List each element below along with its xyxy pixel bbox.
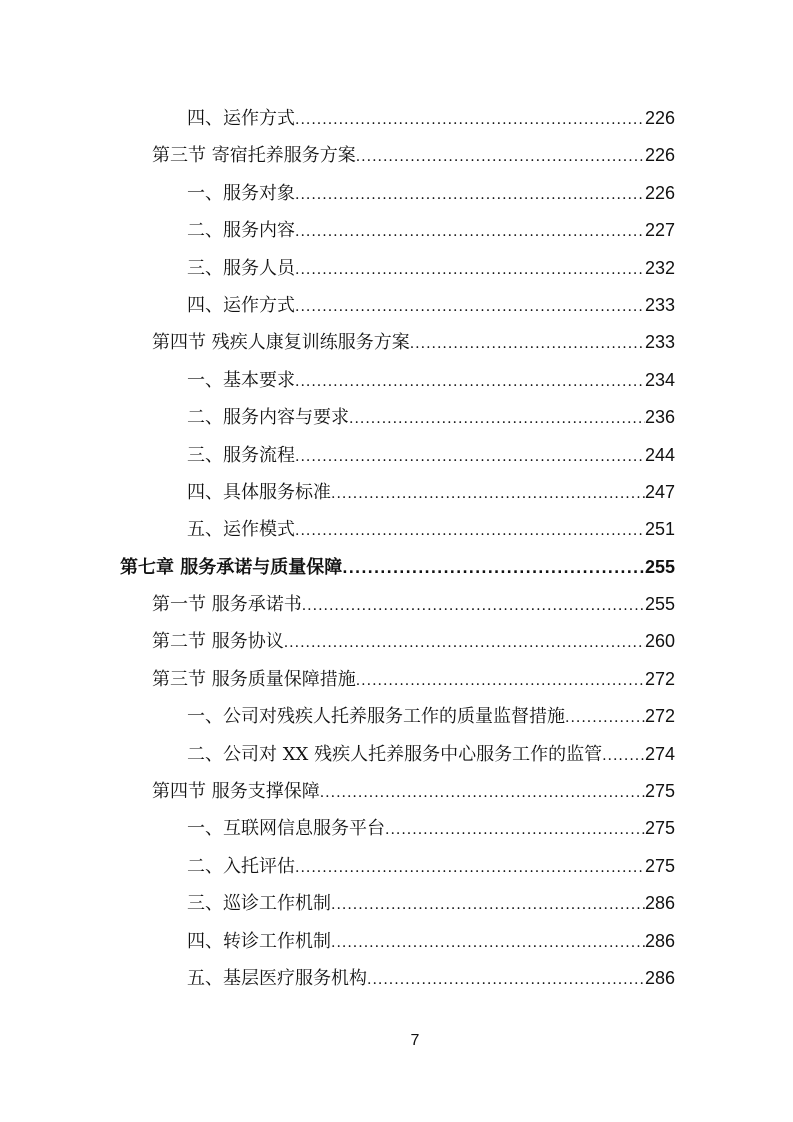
toc-item-entry[interactable] — [187, 362, 675, 399]
toc-entry-page: 255 — [644, 594, 675, 615]
toc-entry-page: 275 — [644, 781, 675, 802]
toc-entry-label: 五、基层医疗服务机构 — [187, 967, 367, 989]
dot-leader — [331, 925, 645, 962]
dot-leader — [356, 139, 645, 176]
toc-entry-page: 251 — [644, 519, 675, 540]
toc-section-entry[interactable] — [152, 773, 675, 810]
toc-section-entry[interactable] — [152, 324, 675, 361]
dot-leader — [602, 738, 645, 775]
dot-leader — [331, 887, 645, 924]
toc-entry-page: 275 — [644, 855, 675, 876]
toc-item-entry[interactable] — [187, 511, 675, 548]
toc-entry-page: 255 — [644, 556, 675, 577]
dot-leader — [295, 513, 645, 550]
dot-leader — [410, 326, 645, 363]
dot-leader — [320, 775, 645, 812]
dot-leader — [565, 700, 645, 737]
toc-entry-label: 三、服务流程 — [187, 444, 295, 466]
toc-item-entry[interactable] — [187, 250, 675, 287]
toc-entry-page: 286 — [644, 967, 675, 988]
toc-entry-page: 274 — [644, 743, 675, 764]
toc-entry-label: 第二节 服务协议 — [152, 631, 284, 653]
toc-item-entry[interactable] — [187, 885, 675, 922]
toc-entry-page: 272 — [644, 706, 675, 727]
toc-item-entry[interactable] — [187, 810, 675, 847]
dot-leader — [302, 588, 645, 625]
toc-item-entry[interactable] — [187, 399, 675, 436]
toc-entry-page: 234 — [644, 369, 675, 390]
dot-leader — [331, 476, 645, 513]
toc-entry-page: 227 — [644, 220, 675, 241]
toc-entry-label: 二、入托评估 — [187, 855, 295, 877]
toc-entry-page: 275 — [644, 818, 675, 839]
toc-entry-label: 一、公司对残疾人托养服务工作的质量监督措施 — [187, 706, 565, 728]
toc-entry-label: 二、服务内容与要求 — [187, 407, 349, 429]
toc-entry-label: 二、公司对 XX 残疾人托养服务中心服务工作的监管 — [187, 743, 603, 765]
toc-entry-label: 四、转诊工作机制 — [187, 930, 331, 952]
toc-section-entry[interactable] — [152, 661, 675, 698]
toc-entry-label: 一、服务对象 — [187, 182, 295, 204]
dot-leader — [295, 439, 645, 476]
toc-entry-label: 三、服务人员 — [187, 257, 295, 279]
toc-item-entry[interactable] — [187, 100, 675, 137]
dot-leader — [295, 214, 645, 251]
dot-leader — [385, 812, 645, 849]
dot-leader — [342, 551, 645, 588]
toc-entry-page: 226 — [644, 145, 675, 166]
toc-entry-page: 233 — [644, 332, 675, 353]
toc-entry-page: 272 — [644, 668, 675, 689]
toc-entry-label: 五、运作模式 — [187, 519, 295, 541]
toc-entry-label: 四、运作方式 — [187, 108, 295, 129]
toc-entry-label: 四、运作方式 — [187, 294, 295, 316]
toc-item-entry[interactable] — [187, 736, 675, 773]
toc-entry-label: 一、互联网信息服务平台 — [187, 818, 385, 840]
dot-leader — [295, 850, 645, 887]
toc-entry-page: 286 — [644, 930, 675, 951]
toc-item-entry[interactable] — [187, 287, 675, 324]
toc-entry-label: 第四节 服务支撑保障 — [152, 781, 320, 803]
toc-entry-page: 233 — [644, 294, 675, 315]
toc-entry-page: 232 — [644, 257, 675, 278]
dot-leader — [295, 364, 645, 401]
toc-item-entry[interactable] — [187, 212, 675, 249]
dot-leader — [295, 289, 645, 326]
toc-entry-page: 260 — [644, 631, 675, 652]
toc-entry-page: 226 — [644, 108, 675, 128]
table-of-contents — [0, 100, 793, 997]
toc-item-entry[interactable] — [187, 175, 675, 212]
toc-entry-page: 244 — [644, 444, 675, 465]
dot-leader — [284, 625, 645, 662]
dot-leader — [295, 252, 645, 289]
toc-item-entry[interactable] — [187, 960, 675, 997]
dot-leader — [356, 663, 645, 700]
toc-entry-label: 二、服务内容 — [187, 220, 295, 242]
toc-item-entry[interactable] — [187, 474, 675, 511]
toc-item-entry[interactable] — [187, 923, 675, 960]
toc-entry-label: 一、基本要求 — [187, 369, 295, 391]
toc-section-entry[interactable] — [152, 137, 675, 174]
toc-entry-label: 第三节 服务质量保障措施 — [152, 668, 356, 690]
toc-item-entry[interactable] — [187, 698, 675, 735]
dot-leader — [295, 177, 645, 214]
toc-entry-label: 三、巡诊工作机制 — [187, 893, 331, 915]
toc-entry-page: 236 — [644, 407, 675, 428]
page-number: 7 — [410, 1032, 420, 1049]
toc-entry-page: 286 — [644, 893, 675, 914]
toc-entry-page: 226 — [644, 182, 675, 203]
toc-chapter-entry[interactable] — [120, 549, 675, 586]
toc-item-entry[interactable] — [187, 848, 675, 885]
toc-section-entry[interactable] — [152, 623, 675, 660]
dot-leader — [367, 962, 645, 999]
toc-entry-label: 第七章 服务承诺与质量保障 — [120, 556, 343, 578]
toc-entry-label: 第三节 寄宿托养服务方案 — [152, 145, 356, 167]
toc-item-entry[interactable] — [187, 437, 675, 474]
toc-section-entry[interactable] — [152, 586, 675, 623]
toc-entry-label: 第一节 服务承诺书 — [152, 594, 302, 616]
toc-entry-label: 四、具体服务标准 — [187, 481, 331, 503]
toc-entry-page: 247 — [644, 481, 675, 502]
dot-leader — [349, 401, 645, 438]
toc-entry-label: 第四节 残疾人康复训练服务方案 — [152, 332, 410, 354]
dot-leader — [295, 102, 645, 139]
